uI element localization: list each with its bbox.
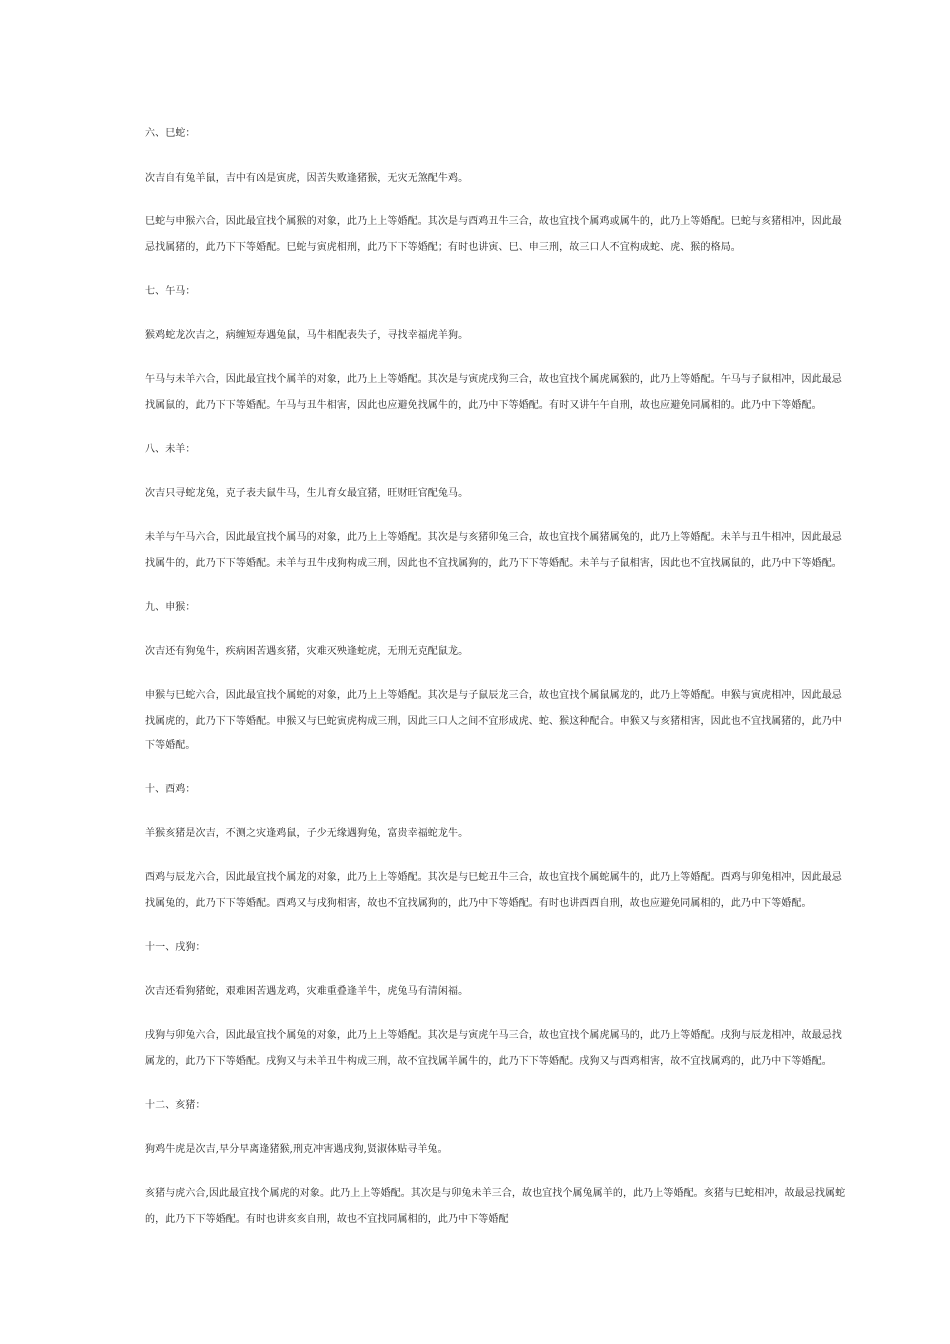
body-line: 未羊与午马六合，因此最宜找个属马的对象，此乃上上等婚配。其次是与亥猪卯兔三合，故也宜找个属猪属兔的，此乃上等婚配。未羊与丑牛相冲，因此最忌	[145, 532, 842, 543]
body-line: 的，此乃下下等婚配。有时也讲亥亥自刑，故也不宜找同属相的，此乃中下等婚配	[145, 1214, 509, 1225]
body-line: 亥猪与虎六合,因此最宜找个属虎的对象。此乃上上等婚配。其次是与卯兔未羊三合，故也宜找个属兔属羊的，此乃上等婚配。亥猪与巳蛇相冲，故最忌找属蛇	[145, 1188, 846, 1199]
body-line: 找属兔的，此乃下下等婚配。酉鸡又与戌狗相害，故也不宜找属狗的，此乃中下等婚配。有时也讲酉酉自刑，故也应避免同属相的，此乃中下等婚配。	[145, 898, 812, 909]
body-line: 下等婚配。	[145, 740, 196, 751]
section-heading: 十二、亥猪：	[145, 1100, 206, 1111]
body-line: 午马与未羊六合，因此最宜找个属羊的对象，此乃上上等婚配。其次是与寅虎戌狗三合，故也宜找个属虎属猴的，此乃上等婚配。午马与子鼠相冲，因此最忌	[145, 374, 842, 385]
section-verse: 次吉还看狗猪蛇，艰难困苦遇龙鸡，灾难重叠逢羊牛，虎兔马有清闲福。	[145, 986, 469, 997]
section-verse: 猴鸡蛇龙次吉之，病缠短寿遇兔鼠，马牛相配表失子，寻找幸福虎羊狗。	[145, 330, 469, 341]
section-verse: 次吉还有狗兔牛，疾病困苦遇亥猪，灾难灭殃逢蛇虎，无刑无克配鼠龙。	[145, 646, 469, 657]
section-verse: 次吉自有兔羊鼠，吉中有凶是寅虎，因苦失败逢猪猴，无灾无煞配牛鸡。	[145, 173, 469, 184]
section-verse: 狗鸡牛虎是次吉,早分早离逢猪猴,刑克冲害遇戌狗,贤淑体贴寻羊兔。	[145, 1144, 448, 1155]
section-verse: 羊猴亥猪是次吉，不测之灾逢鸡鼠，子少无缘遇狗兔，富贵幸福蛇龙牛。	[145, 828, 469, 839]
section-heading: 九、申猴：	[145, 602, 196, 613]
body-line: 酉鸡与辰龙六合，因此最宜找个属龙的对象，此乃上上等婚配。其次是与巳蛇丑牛三合，故也宜找个属蛇属牛的，此乃上等婚配。酉鸡与卯兔相冲，因此最忌	[145, 872, 842, 883]
section-heading: 十、酉鸡：	[145, 784, 196, 795]
body-line: 找属牛的，此乃下下等婚配。未羊与丑牛戌狗构成三刑，因此也不宜找属狗的，此乃下下等婚配。未羊与子鼠相害，因此也不宜找属鼠的，此乃中下等婚配。	[145, 558, 842, 569]
body-line: 戌狗与卯兔六合，因此最宜找个属兔的对象，此乃上上等婚配。其次是与寅虎午马三合，故也宜找个属虎属马的，此乃上等婚配。戌狗与辰龙相冲，故最忌找	[145, 1030, 842, 1041]
section-verse: 次吉只寻蛇龙兔，克子表夫鼠牛马，生儿育女最宜猪，旺财旺官配兔马。	[145, 488, 469, 499]
body-line: 找属虎的，此乃下下等婚配。申猴又与巳蛇寅虎构成三刑，因此三口人之间不宜形成虎、蛇、猴这种配合。申猴又与亥猪相害，因此也不宜找属猪的，此乃中	[145, 716, 842, 727]
body-line: 找属鼠的，此乃下下等婚配。午马与丑牛相害，因此也应避免找属牛的，此乃中下等婚配。有时又讲午午自刑，故也应避免同属相的。此乃中下等婚配。	[145, 400, 822, 411]
section-heading: 六、巳蛇：	[145, 128, 196, 139]
body-line: 属龙的，此乃下下等婚配。戌狗又与未羊丑牛构成三刑，故不宜找属羊属牛的，此乃下下等婚配。戌狗又与酉鸡相害，故不宜找属鸡的，此乃中下等婚配。	[145, 1056, 832, 1067]
body-line: 申猴与巳蛇六合，因此最宜找个属蛇的对象，此乃上上等婚配。其次是与子鼠辰龙三合，故也宜找个属鼠属龙的，此乃上等婚配。申猴与寅虎相冲，因此最忌	[145, 690, 842, 701]
section-heading: 八、未羊：	[145, 444, 196, 455]
section-heading: 七、午马：	[145, 286, 196, 297]
body-line: 忌找属猪的，此乃下下等婚配。巳蛇与寅虎相刑，此乃下下等婚配；有时也讲寅、巳、申三刑，故三口人不宜构成蛇、虎、猴的格局。	[145, 242, 741, 253]
body-line: 巳蛇与申猴六合，因此最宜找个属猴的对象，此乃上上等婚配。其次是与酉鸡丑牛三合，故也宜找个属鸡或属牛的，此乃上等婚配。巳蛇与亥猪相冲，因此最	[145, 216, 842, 227]
section-heading: 十一、戌狗：	[145, 942, 206, 953]
